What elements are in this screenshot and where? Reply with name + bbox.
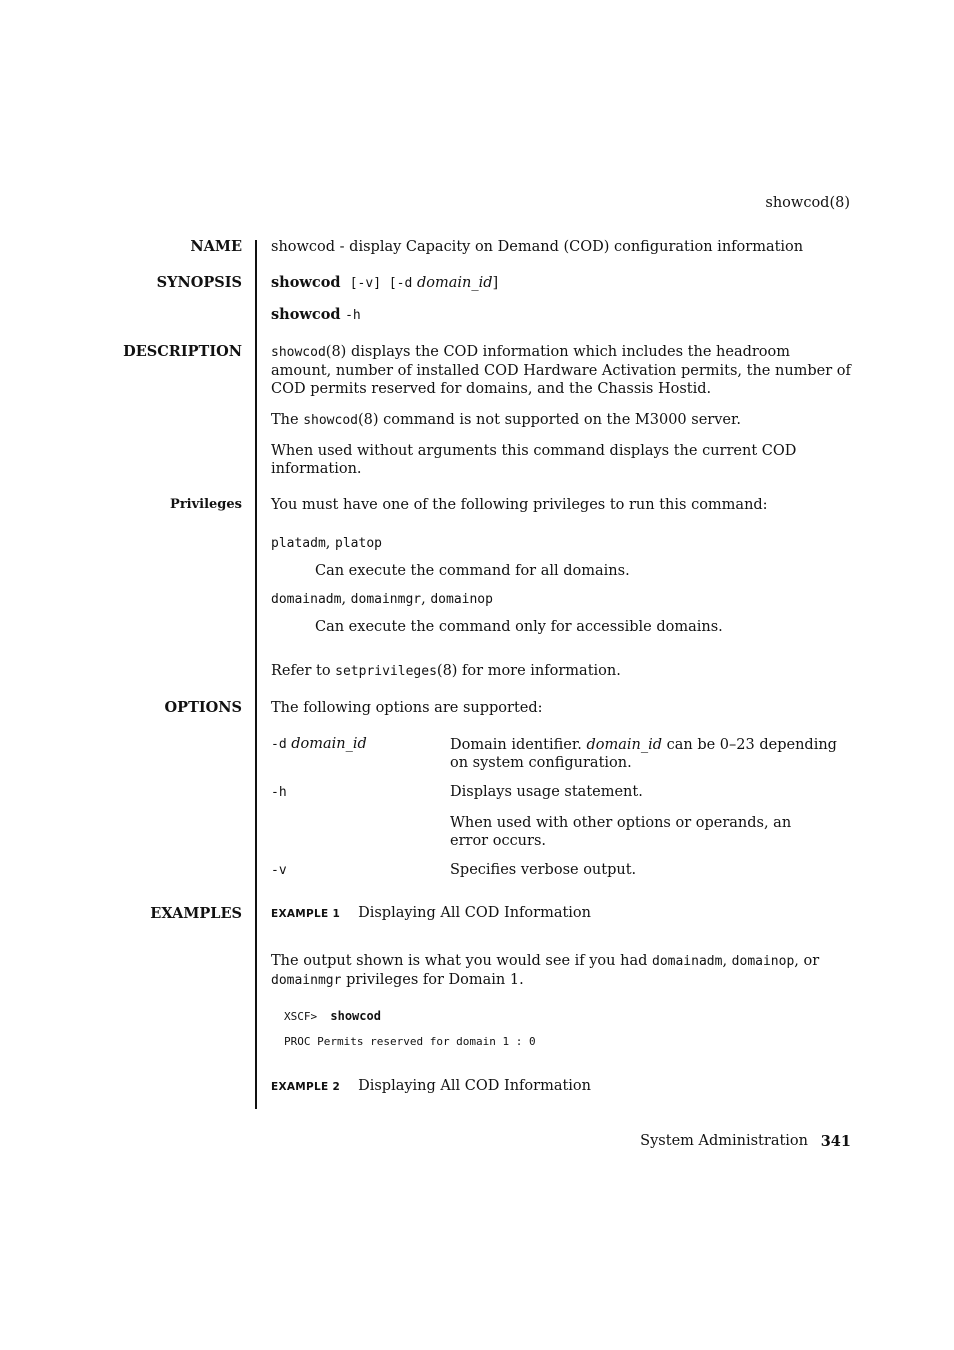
description-p2-text: (8) command is not supported on the M3000 server. [358,412,741,428]
option-h-desc-1: Displays usage statement. [450,784,643,800]
synopsis-close: ] [492,275,499,291]
option-d-flag: -d [271,737,287,752]
running-title: showcod(8) [765,195,850,211]
option-d-desc-a: Domain identifier. [450,737,582,753]
example-1-p-a: The output shown is what you would see if you had [271,953,648,969]
option-v-desc: Specifies verbose output. [450,862,637,878]
section-heading-description: DESCRIPTION [123,343,242,360]
section-heading-synopsis: SYNOPSIS [156,274,242,291]
privilege-group-1: platadm, platop [271,535,382,551]
description-paragraph-3: When used without arguments this command displays the current COD information. [271,443,797,477]
synopsis-command-2: showcod [271,306,341,323]
option-v-flag: -v [271,863,287,878]
example-1-command: showcod [330,1009,381,1023]
example-1-label: EXAMPLE 1 [271,908,341,920]
description-paragraph-2 [271,411,851,430]
example-1-p-b: privileges for Domain 1. [346,972,524,988]
option-d-term [271,736,367,752]
description-paragraph-1 [271,343,851,398]
example-1-paragraph [271,952,851,990]
privilege-group-2-desc: Can execute the command only for accessible domains. [315,619,723,635]
example-1-heading [271,905,591,921]
synopsis-line-1 [271,274,851,293]
synopsis-command: showcod [271,274,341,291]
section-heading-options: OPTIONS [164,699,242,716]
privileges-refer-post: (8) for more information. [436,663,621,679]
privilege-domainadm: domainadm [271,592,342,607]
example-2-title: Displaying All COD Information [358,1078,591,1094]
privilege-domainmgr: domainmgr [350,592,422,607]
description-cmd: showcod [271,345,326,360]
privileges-refer-cmd: setprivileges [335,664,437,679]
privilege-platadm: platadm [271,536,326,551]
option-d-desc-b: can be 0–23 depending on system configuration. [450,737,837,771]
privilege-group-1-desc: Can execute the command for all domains. [315,563,630,579]
example-1-domainop: domainop [731,954,795,969]
section-heading-examples: EXAMPLES [150,905,242,922]
privilege-platop: platop [335,536,382,551]
privilege-group-2: domainadm, domainmgr, domainop [271,591,493,607]
name-text: showcod - display Capacity on Demand (COD) configuration information [271,239,804,255]
privileges-refer [271,662,851,681]
example-1-title: Displaying All COD Information [358,905,591,921]
description-p2-pre: The [271,412,299,428]
synopsis-help-flag: -h [345,308,361,323]
section-heading-name: NAME [190,238,242,255]
description-p2-cmd: showcod [303,413,358,428]
option-d-arg: domain_id [291,736,367,752]
example-1-domainadm: domainadm [652,954,723,969]
footer-page-number: 341 [820,1133,851,1150]
option-d-desc-arg: domain_id [586,737,663,753]
options-intro: The following options are supported: [271,700,543,716]
synopsis-flags: [-v] [-d [349,276,413,291]
footer-book-title: System Administration [640,1133,808,1149]
description-p1-text: (8) displays the COD information which includes the headroom amount, number of installed COD Hardware Activation permits, the number of COD permits reserved for domains, and the Chassis Hostid. [271,344,851,397]
synopsis-arg: domain_id [416,275,493,291]
example-1-command-line [284,1009,381,1023]
example-2-heading [271,1078,591,1094]
privileges-intro: You must have one of the following privileges to run this command: [271,497,768,513]
example-2-label: EXAMPLE 2 [271,1081,341,1093]
example-1-output: PROC Permits reserved for domain 1 : 0 [284,1035,536,1048]
example-1-sep-1: , [722,953,728,969]
option-d-desc [450,736,850,772]
example-1-prompt: XSCF> [284,1010,318,1023]
privileges-refer-pre: Refer to [271,663,331,679]
option-h-desc-2: When used with other options or operands, an error occurs. [450,815,792,849]
privilege-domainop: domainop [430,592,493,607]
synopsis-line-2 [271,306,851,325]
section-divider-rule [255,240,257,1109]
option-h-flag: -h [271,785,287,800]
example-1-sep-2: , or [794,953,820,969]
example-1-domainmgr: domainmgr [271,973,342,988]
section-heading-privileges: Privileges [170,497,242,512]
